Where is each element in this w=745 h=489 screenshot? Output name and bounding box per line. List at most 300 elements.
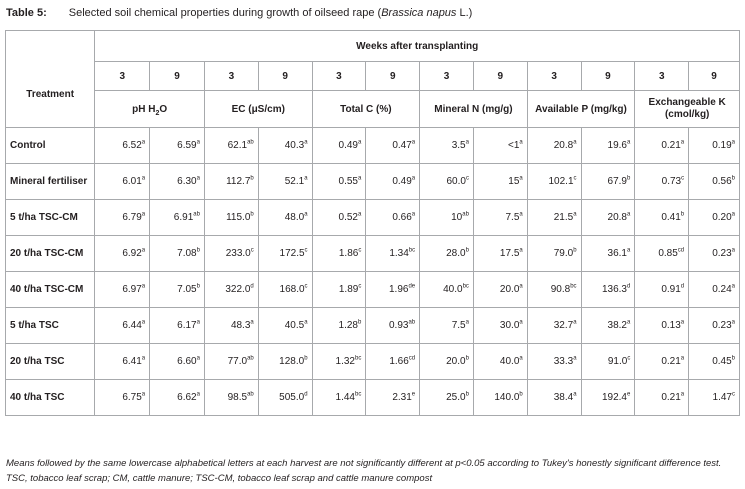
table-cell [204, 308, 258, 344]
table-cell [581, 128, 635, 164]
table-cell [473, 164, 527, 200]
table-cell [527, 236, 581, 272]
cell-value: 1.89 [338, 284, 359, 295]
significance-letter: a [573, 139, 577, 146]
significance-letter: b [626, 175, 631, 182]
week-header: 9 [150, 62, 205, 91]
cell-value: 20.0 [446, 356, 466, 367]
treatment-label: 5 t/ha TSC [6, 308, 95, 344]
significance-letter: a [731, 319, 735, 326]
significance-letter: a [519, 319, 523, 326]
significance-letter: a [358, 139, 362, 146]
significance-letter: bc [462, 283, 469, 290]
table-cell [258, 200, 312, 236]
table-cell [312, 272, 366, 308]
significance-letter: b [465, 247, 469, 254]
cell-value: 140.0 [494, 392, 520, 403]
species-name: Brassica napus [381, 7, 457, 19]
table-cell [258, 344, 312, 380]
cell-value: 6.41 [122, 356, 142, 367]
table-cell [689, 380, 740, 416]
table-cell [150, 380, 205, 416]
significance-letter: a [411, 175, 416, 182]
significance-letter: a [141, 319, 146, 326]
cell-value: 0.21 [661, 392, 681, 403]
table-cell [420, 200, 474, 236]
significance-letter: a [573, 391, 577, 398]
cell-value: 0.73 [661, 176, 682, 187]
treatment-label: 5 t/ha TSC-CM [6, 200, 95, 236]
significance-letter: c [465, 175, 469, 182]
table-cell [366, 236, 420, 272]
cell-value: 172.5 [279, 248, 305, 259]
table-cell [366, 272, 420, 308]
table-cell [581, 272, 635, 308]
cell-value: 115.0 [226, 212, 251, 223]
significance-letter: a [358, 211, 362, 218]
week-header: 3 [635, 62, 689, 91]
header-blank [6, 31, 95, 62]
cell-value: 60.0 [446, 176, 466, 187]
significance-letter: b [196, 247, 200, 254]
cell-value: 1.86 [338, 248, 359, 259]
significance-letter: a [411, 139, 416, 146]
cell-value: 6.52 [122, 140, 142, 151]
significance-letter: d [680, 283, 685, 290]
significance-letter: a [731, 283, 735, 290]
table-cell [258, 236, 312, 272]
treatment-label: 20 t/ha TSC [6, 344, 95, 380]
cell-value: 0.41 [661, 212, 681, 223]
table-cell [95, 200, 150, 236]
cell-value: 0.52 [338, 212, 358, 223]
table-cell [689, 272, 740, 308]
table-cell [204, 200, 258, 236]
significance-letter: c [732, 391, 735, 398]
cell-value: 48.3 [230, 320, 251, 331]
cell-value: 6.44 [122, 320, 142, 331]
table-cell [473, 344, 527, 380]
cell-value: 10 [451, 212, 463, 223]
cell-value: 6.01 [122, 176, 142, 187]
table-cell [420, 164, 474, 200]
table-cell [635, 200, 689, 236]
cell-value: 6.62 [177, 392, 197, 403]
cell-value: 7.5 [451, 320, 466, 331]
significance-letter: a [196, 139, 200, 146]
significance-letter: c [358, 283, 362, 290]
cell-value: 40.5 [284, 320, 305, 331]
table-cell [204, 380, 258, 416]
significance-letter: a [519, 175, 523, 182]
cell-value: 20.8 [553, 140, 574, 151]
table-cell [150, 164, 205, 200]
significance-letter: c [304, 247, 308, 254]
significance-letter: b [731, 175, 735, 182]
significance-letter: de [408, 283, 416, 290]
significance-letter: a [465, 139, 469, 146]
significance-letter: b [304, 355, 308, 362]
significance-letter: a [573, 319, 577, 326]
table-cell [473, 272, 527, 308]
table-cell [581, 200, 635, 236]
cell-value: 77.0 [227, 356, 248, 367]
significance-letter: a [411, 211, 416, 218]
table-cell [689, 200, 740, 236]
significance-letter: ab [193, 211, 200, 218]
cell-value: 62.1 [227, 140, 248, 151]
significance-letter: b [519, 391, 523, 398]
table-cell [366, 128, 420, 164]
significance-letter: d [304, 391, 308, 398]
significance-letter: a [141, 355, 146, 362]
significance-letter: a [141, 139, 146, 146]
cell-value: 0.47 [392, 140, 412, 151]
significance-letter: ab [247, 355, 254, 362]
cell-value: 3.5 [451, 140, 466, 151]
significance-letter: b [465, 355, 469, 362]
table-cell [527, 344, 581, 380]
cell-value: 20.0 [499, 284, 520, 295]
significance-letter: b [196, 283, 200, 290]
table-cell [689, 236, 740, 272]
soil-properties-table [5, 30, 740, 416]
table-cell [95, 308, 150, 344]
cell-value: 6.30 [177, 176, 197, 187]
table-cell [635, 164, 689, 200]
table-cell [204, 236, 258, 272]
significance-letter: a [731, 247, 735, 254]
cell-value: 7.5 [505, 212, 520, 223]
treatment-header: Treatment [6, 62, 95, 128]
cell-value: 15 [508, 176, 520, 187]
significance-letter: c [358, 247, 362, 254]
cell-value: 0.20 [712, 212, 732, 223]
cell-value: 0.49 [338, 140, 358, 151]
cell-value: 6.75 [122, 392, 142, 403]
table-cell [258, 308, 312, 344]
table-cell [95, 164, 150, 200]
cell-value: 6.79 [122, 212, 142, 223]
table-cell [258, 272, 312, 308]
table-cell [420, 344, 474, 380]
cell-value: 1.28 [338, 320, 358, 331]
significance-letter: a [626, 247, 631, 254]
weeks-after-header: Weeks after transplanting [95, 31, 740, 62]
significance-letter: a [626, 319, 631, 326]
cell-value: 192.4 [601, 392, 627, 403]
significance-letter: b [465, 391, 469, 398]
significance-letter: a [358, 175, 362, 182]
table-cell [635, 308, 689, 344]
treatment-label: Mineral fertiliser [6, 164, 95, 200]
significance-letter: cd [677, 247, 685, 254]
cell-value: 20.8 [607, 212, 627, 223]
significance-letter: a [304, 211, 308, 218]
table-cell [689, 308, 740, 344]
significance-letter: b [250, 175, 254, 182]
table-row [6, 200, 740, 236]
cell-value: 1.66 [389, 356, 409, 367]
table-cell [95, 344, 150, 380]
cell-value: 2.31 [392, 392, 412, 403]
table-cell [150, 308, 205, 344]
significance-letter: a [519, 283, 523, 290]
table-cell [581, 380, 635, 416]
week-header: 3 [204, 62, 258, 91]
available-p-header: Available P (mg/kg) [527, 91, 635, 128]
significance-letter: bc [355, 355, 362, 362]
table-cell [581, 164, 635, 200]
cell-value: 112.7 [226, 176, 251, 187]
cell-value: 6.97 [122, 284, 142, 295]
cell-value: 0.49 [392, 176, 412, 187]
table-cell [312, 164, 366, 200]
cell-value: 0.19 [712, 140, 732, 151]
cell-value: 38.2 [607, 320, 627, 331]
significance-note: Means followed by the same lowercase alphabetical letters at each harvest are not significantly different at p<0.05 according to Tukey's honestly significant difference test. [6, 458, 722, 469]
week-header: 3 [420, 62, 474, 91]
table-cell [312, 200, 366, 236]
table-row [6, 380, 740, 416]
cell-value: 52.1 [284, 176, 305, 187]
significance-letter: d [626, 283, 631, 290]
cell-value: 0.21 [661, 356, 681, 367]
table-row [6, 236, 740, 272]
cell-value: 21.5 [553, 212, 574, 223]
significance-letter: a [680, 139, 685, 146]
table-cell [258, 380, 312, 416]
table-cell [312, 380, 366, 416]
cell-value: 0.23 [712, 248, 732, 259]
significance-letter: a [626, 211, 631, 218]
total-c-header: Total C (%) [312, 91, 420, 128]
table-cell [635, 236, 689, 272]
cell-value: 102.1 [548, 176, 574, 187]
cell-value: 0.85 [658, 248, 678, 259]
significance-letter: c [250, 247, 254, 254]
significance-letter: b [358, 319, 362, 326]
table-cell [312, 128, 366, 164]
table-cell [150, 200, 205, 236]
table-cell [150, 344, 205, 380]
significance-letter: ab [462, 211, 469, 218]
significance-letter: a [519, 355, 523, 362]
cell-value: <1 [507, 140, 520, 151]
table-cell [420, 308, 474, 344]
cell-value: 36.1 [607, 248, 627, 259]
table-cell [635, 344, 689, 380]
week-header: 9 [258, 62, 312, 91]
table-cell [95, 380, 150, 416]
caption-text: Selected soil chemical properties during growth of oilseed rape ( [68, 7, 382, 19]
cell-value: 1.32 [335, 356, 355, 367]
table-cell [312, 344, 366, 380]
table-cell [689, 344, 740, 380]
cell-value: 17.5 [499, 248, 520, 259]
cell-value: 322.0 [225, 284, 251, 295]
week-header: 3 [527, 62, 581, 91]
significance-letter: a [680, 355, 685, 362]
significance-letter: a [519, 139, 523, 146]
table-cell [420, 380, 474, 416]
significance-letter: a [680, 319, 685, 326]
significance-letter: bc [570, 283, 577, 290]
table-cell [258, 128, 312, 164]
cell-value: 6.17 [177, 320, 197, 331]
significance-letter: b [731, 355, 735, 362]
cell-value: 0.45 [712, 356, 732, 367]
cell-value: 0.23 [712, 320, 732, 331]
significance-letter: a [304, 175, 308, 182]
table-cell [366, 380, 420, 416]
treatment-label: Control [6, 128, 95, 164]
cell-value: 6.60 [177, 356, 197, 367]
significance-letter: a [250, 319, 254, 326]
table-cell [689, 128, 740, 164]
significance-letter: a [196, 319, 200, 326]
table-cell [204, 164, 258, 200]
table-notes [6, 456, 721, 486]
table-cell [473, 380, 527, 416]
significance-letter: a [196, 175, 200, 182]
cell-value: 0.55 [338, 176, 358, 187]
significance-letter: a [196, 391, 200, 398]
table-cell [366, 308, 420, 344]
table-row [6, 272, 740, 308]
treatment-label: 40 t/ha TSC-CM [6, 272, 95, 308]
significance-letter: b [573, 247, 577, 254]
significance-letter: b [250, 211, 254, 218]
cell-value: 0.21 [661, 140, 681, 151]
table-cell [204, 272, 258, 308]
table-cell [420, 236, 474, 272]
table-cell [473, 200, 527, 236]
cell-value: 7.05 [177, 284, 197, 295]
cell-value: 38.4 [553, 392, 574, 403]
table-cell [473, 308, 527, 344]
exchangeable-k-header: Exchangeable K (cmol/kg) [635, 91, 740, 128]
significance-letter: a [519, 211, 523, 218]
significance-letter: a [304, 319, 308, 326]
cell-value: 1.96 [388, 284, 409, 295]
cell-value: 40.0 [499, 356, 520, 367]
cell-value: 1.47 [712, 392, 732, 403]
table-cell [527, 128, 581, 164]
significance-letter: a [731, 139, 735, 146]
cell-value: 0.93 [388, 320, 409, 331]
cell-value: 0.24 [712, 284, 732, 295]
significance-letter: a [465, 319, 469, 326]
significance-letter: a [141, 211, 146, 218]
cell-value: 19.6 [607, 140, 627, 151]
ec-header: EC (μS/cm) [204, 91, 312, 128]
table-cell [581, 344, 635, 380]
significance-letter: a [141, 175, 146, 182]
cell-value: 48.0 [284, 212, 305, 223]
cell-value: 168.0 [279, 284, 305, 295]
table-cell [527, 380, 581, 416]
significance-letter: e [626, 391, 631, 398]
table-cell [527, 200, 581, 236]
cell-value: 28.0 [446, 248, 466, 259]
table-cell [527, 308, 581, 344]
significance-letter: a [731, 211, 735, 218]
table-cell [95, 236, 150, 272]
table-body [6, 128, 740, 416]
table-row [6, 308, 740, 344]
significance-letter: a [573, 211, 577, 218]
mineral-n-header: Mineral N (mg/g) [420, 91, 528, 128]
table-cell [635, 128, 689, 164]
significance-letter: a [196, 355, 200, 362]
significance-letter: ab [247, 391, 254, 398]
treatment-label: 40 t/ha TSC [6, 380, 95, 416]
table-cell [420, 272, 474, 308]
cell-value: 0.56 [712, 176, 732, 187]
cell-value: 79.0 [553, 248, 574, 259]
cell-value: 1.44 [335, 392, 355, 403]
significance-letter: c [681, 175, 685, 182]
abbreviations-note: TSC, tobacco leaf scrap; CM, cattle manure; TSC-CM, tobacco leaf scrap and cattle manure compost [6, 473, 433, 484]
significance-letter: e [411, 391, 416, 398]
significance-letter: c [573, 175, 577, 182]
significance-letter: a [626, 139, 631, 146]
significance-letter: a [304, 139, 308, 146]
significance-letter: a [141, 283, 146, 290]
table-cell [204, 344, 258, 380]
cell-value: 98.5 [227, 392, 248, 403]
week-header: 9 [366, 62, 420, 91]
significance-letter: cd [408, 355, 416, 362]
table-cell [312, 308, 366, 344]
cell-value: 32.7 [553, 320, 574, 331]
cell-value: 6.92 [122, 248, 142, 259]
cell-value: 25.0 [446, 392, 466, 403]
table-cell [366, 200, 420, 236]
significance-letter: d [250, 283, 254, 290]
table-cell [527, 272, 581, 308]
table-cell [150, 272, 205, 308]
significance-letter: ab [408, 319, 416, 326]
significance-letter: c [627, 355, 631, 362]
significance-letter: a [573, 355, 577, 362]
table-cell [95, 272, 150, 308]
treatment-label: 20 t/ha TSC-CM [6, 236, 95, 272]
cell-value: 233.0 [225, 248, 251, 259]
cell-value: 33.3 [553, 356, 574, 367]
table-cell [95, 128, 150, 164]
cell-value: 128.0 [279, 356, 305, 367]
significance-letter: ab [247, 139, 254, 146]
cell-value: 91.0 [607, 356, 628, 367]
significance-letter: bc [408, 247, 416, 254]
table-cell [473, 236, 527, 272]
cell-value: 30.0 [499, 320, 520, 331]
cell-value: 505.0 [279, 392, 305, 403]
caption-tail: L.) [456, 7, 473, 19]
table-cell [527, 164, 581, 200]
table-number: Table 5: [6, 7, 47, 19]
table-caption [6, 6, 472, 20]
cell-value: 7.08 [177, 248, 197, 259]
table-row [6, 128, 740, 164]
cell-value: 0.66 [392, 212, 412, 223]
table-cell [150, 128, 205, 164]
table-cell [473, 128, 527, 164]
significance-letter: a [680, 391, 685, 398]
cell-value: 67.9 [607, 176, 627, 187]
